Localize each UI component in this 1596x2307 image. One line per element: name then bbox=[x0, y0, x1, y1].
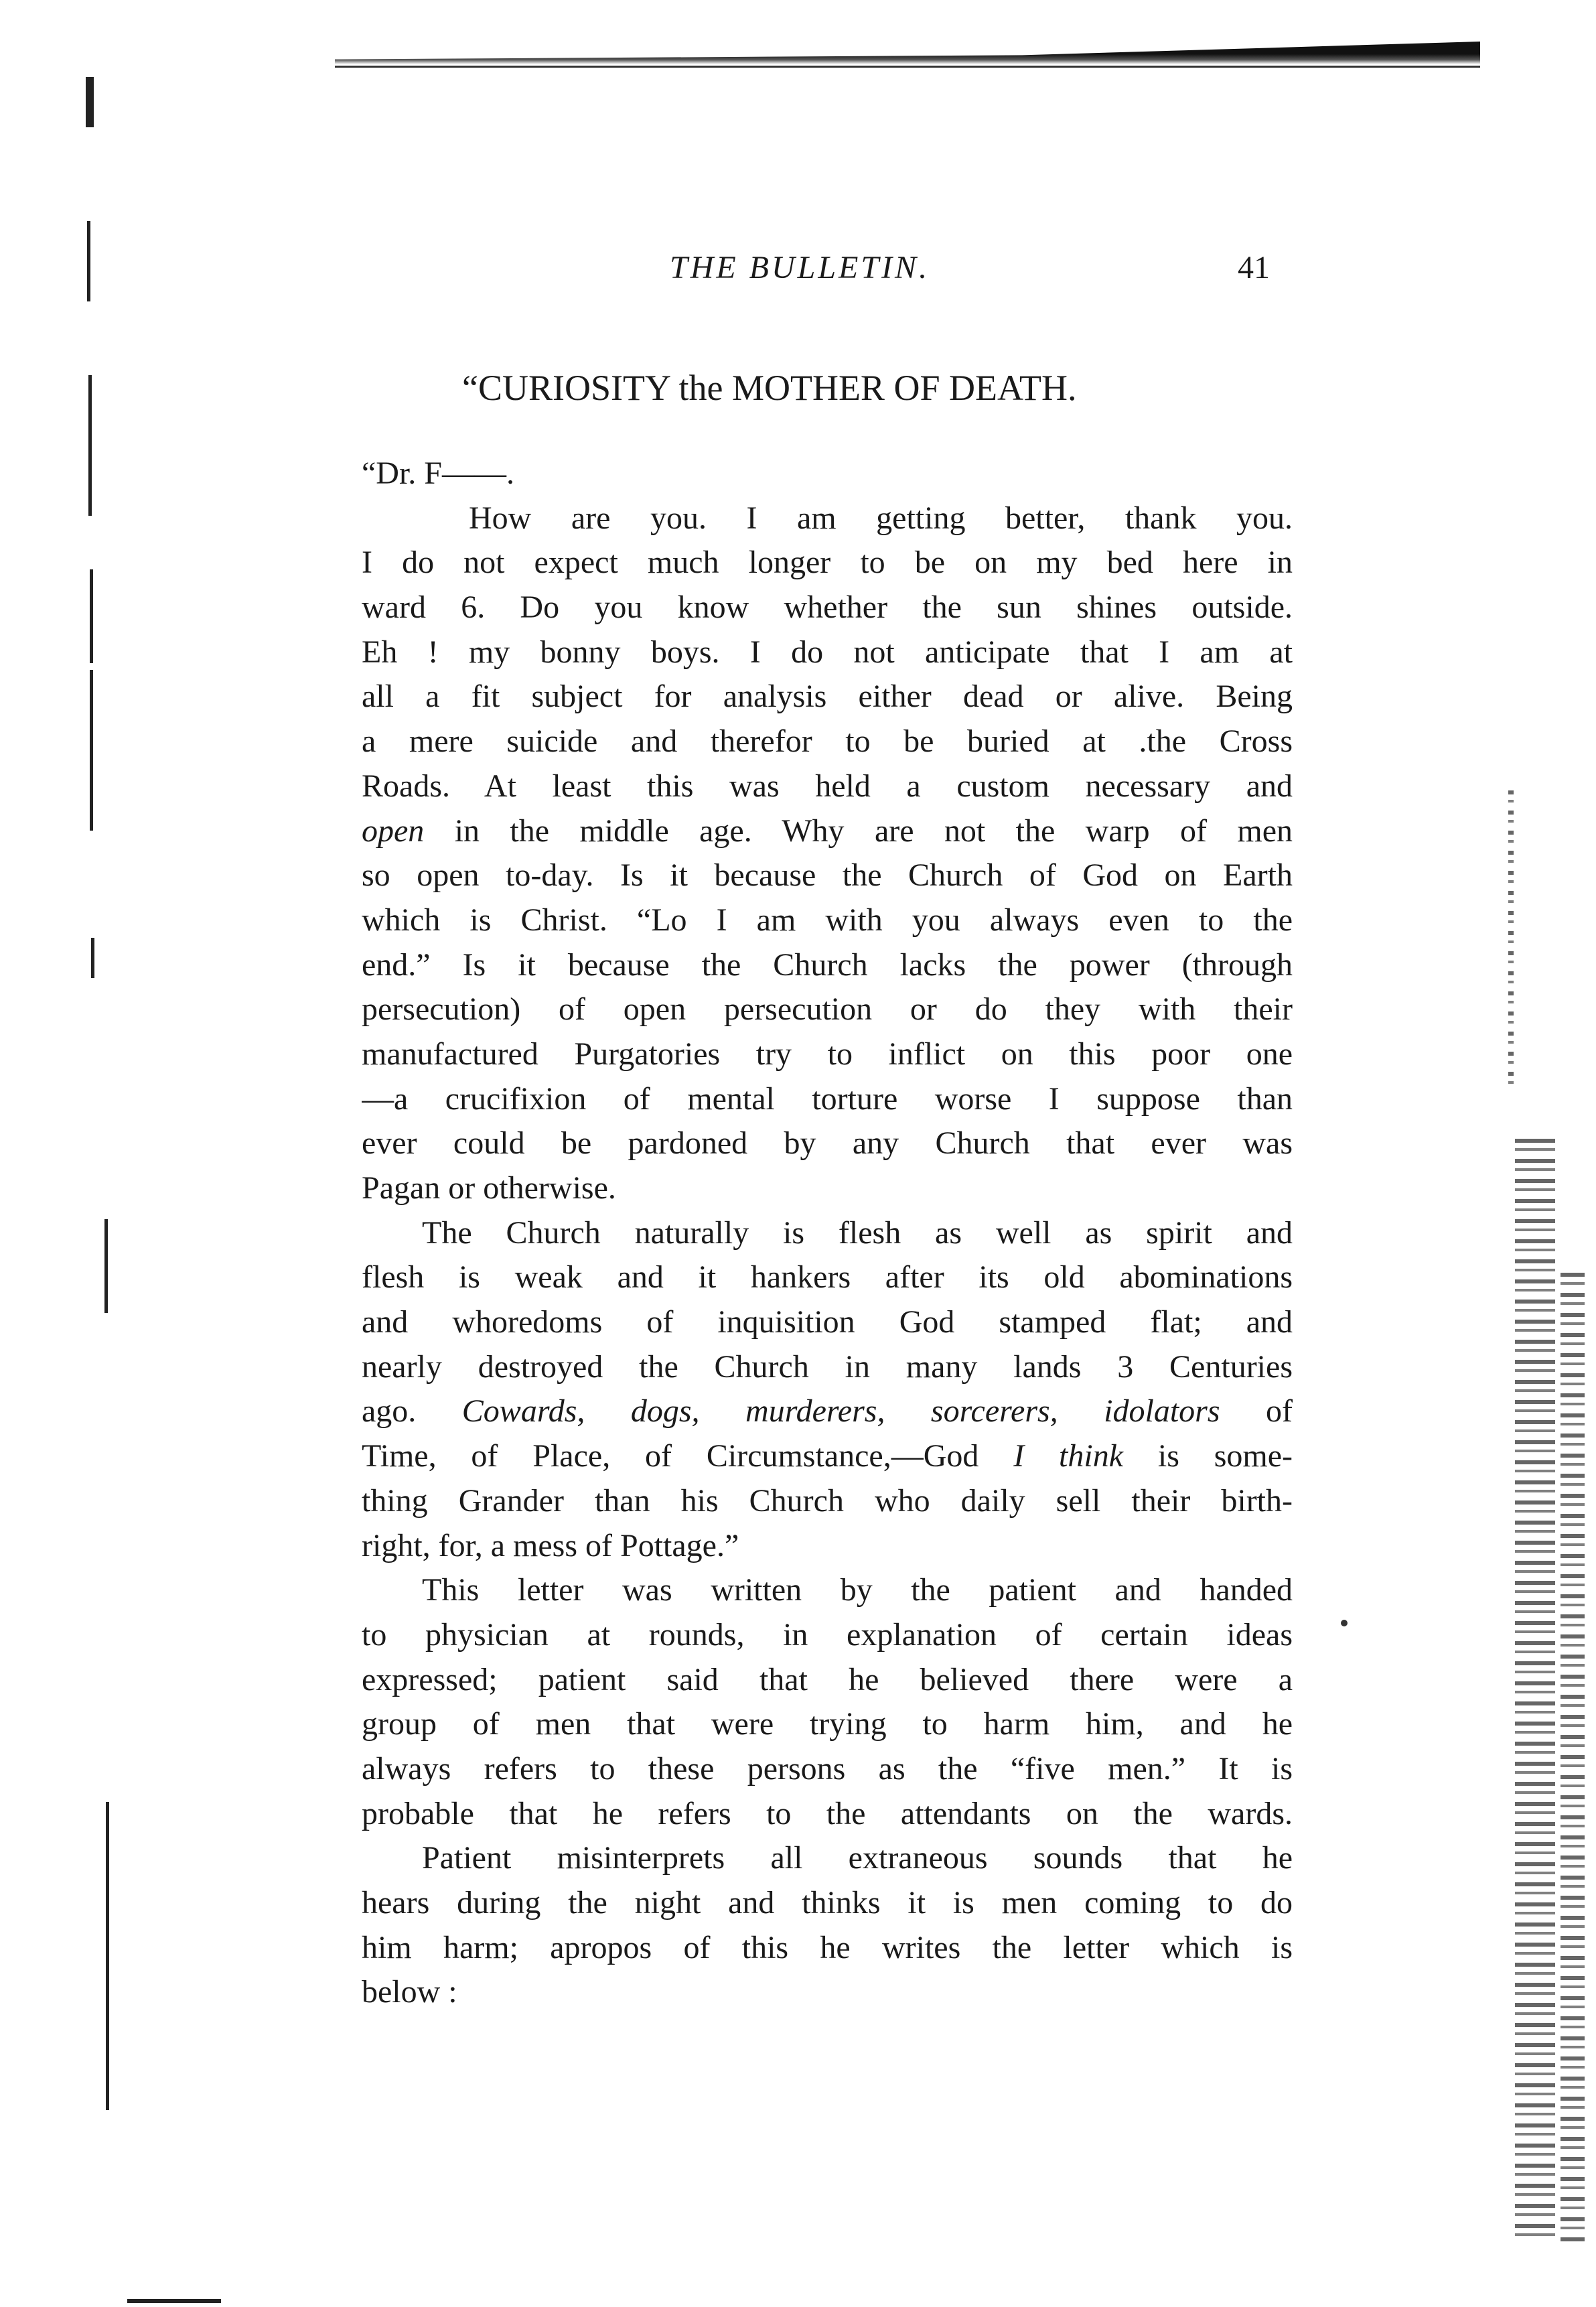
text-line: persecution) of open persecution or do they with their bbox=[362, 991, 1293, 1028]
text-line: all a fit subject for analysis either dead or alive. Being bbox=[362, 679, 1293, 715]
text-line: below : bbox=[362, 1974, 457, 2010]
margin-mark bbox=[87, 221, 90, 301]
text-line: How are you. I am getting better, thank you. bbox=[469, 500, 1293, 536]
text-line: ago. Cowards, dogs, murderers, sorcerers, idolators of bbox=[362, 1393, 1293, 1429]
text-line: so open to-day. Is it because the Church of God on Earth bbox=[362, 857, 1293, 894]
text-line: “Dr. F——. bbox=[362, 456, 514, 491]
text-line: Pagan or otherwise. bbox=[362, 1170, 616, 1206]
stray-mark bbox=[1341, 1620, 1348, 1626]
text-line: Roads. At least this was held a custom necessary and bbox=[362, 768, 1293, 804]
text-line: which is Christ. “Lo I am with you always even to the bbox=[362, 902, 1293, 938]
text-line: right, for, a mess of Pottage.” bbox=[362, 1527, 739, 1563]
margin-mark bbox=[104, 1219, 108, 1313]
italic-phrase: Cowards, dogs, murderers, sorcerers, idolators bbox=[461, 1393, 1220, 1429]
margin-mark bbox=[90, 670, 93, 831]
margin-mark bbox=[90, 569, 93, 663]
text-line: Time, of Place, of Circumstance,—God I think is some- bbox=[362, 1438, 1293, 1474]
italic-phrase: open bbox=[362, 813, 425, 849]
text-line: manufactured Purgatories try to inflict on this poor one bbox=[362, 1036, 1293, 1072]
text-line: open in the middle age. Why are not the warp of men bbox=[362, 813, 1293, 849]
edge-noise bbox=[1561, 1273, 1585, 2244]
text-line: I do not expect much longer to be on my bed here in bbox=[362, 545, 1293, 581]
top-border-rule-thin bbox=[335, 66, 1480, 68]
text-line: flesh is weak and it hankers after its old abominations bbox=[362, 1259, 1293, 1296]
text-line: Eh ! my bonny boys. I do not anticipate that I am at bbox=[362, 634, 1293, 670]
article-body bbox=[362, 451, 1293, 2015]
text-line: him harm; apropos of this he writes the letter which is bbox=[362, 1929, 1293, 1965]
text-line: This letter was written by the patient and handed bbox=[422, 1572, 1293, 1608]
text-line: nearly destroyed the Church in many lands 3 Centuries bbox=[362, 1348, 1293, 1385]
text-line: and whoredoms of inquisition God stamped flat; and bbox=[362, 1304, 1293, 1340]
text-line: ever could be pardoned by any Church that ever was bbox=[362, 1125, 1293, 1162]
text-line: end.” Is it because the Church lacks the power (through bbox=[362, 947, 1293, 983]
running-head: THE BULLETIN. bbox=[670, 250, 930, 285]
article-title: “CURIOSITY the MOTHER OF DEATH. bbox=[462, 368, 1077, 408]
text-line: to physician at rounds, in explanation of certain ideas bbox=[362, 1616, 1293, 1653]
text-line: Patient misinterprets all extraneous sounds that he bbox=[422, 1840, 1293, 1876]
margin-mark bbox=[127, 2299, 221, 2303]
text-line: —a crucifixion of mental torture worse I suppose than bbox=[362, 1080, 1293, 1117]
margin-mark bbox=[106, 1802, 109, 2110]
margin-mark bbox=[86, 77, 94, 127]
text-line: hears during the night and thinks it is men coming to do bbox=[362, 1885, 1293, 1920]
text-line: group of men that were trying to harm him, and he bbox=[362, 1706, 1293, 1742]
edge-noise bbox=[1508, 790, 1514, 1085]
text-line: a mere suicide and therefor to be buried at .the Cross bbox=[362, 723, 1293, 760]
text-line: The Church naturally is flesh as well as spirit and bbox=[422, 1214, 1293, 1251]
text-line: always refers to these persons as the “five men.” It is bbox=[362, 1750, 1293, 1787]
text-line: ward 6. Do you know whether the sun shines outside. bbox=[362, 589, 1293, 626]
italic-phrase: I think bbox=[1013, 1438, 1124, 1474]
edge-noise bbox=[1515, 1139, 1555, 2244]
text-line: expressed; patient said that he believed there were a bbox=[362, 1661, 1293, 1697]
text-line: thing Grander than his Church who daily sell their birth- bbox=[362, 1482, 1293, 1519]
page-number: 41 bbox=[1238, 250, 1270, 285]
text-line: probable that he refers to the attendants on the wards. bbox=[362, 1795, 1293, 1831]
top-border-rule bbox=[335, 42, 1480, 64]
margin-mark bbox=[88, 375, 92, 516]
margin-mark bbox=[91, 938, 94, 978]
